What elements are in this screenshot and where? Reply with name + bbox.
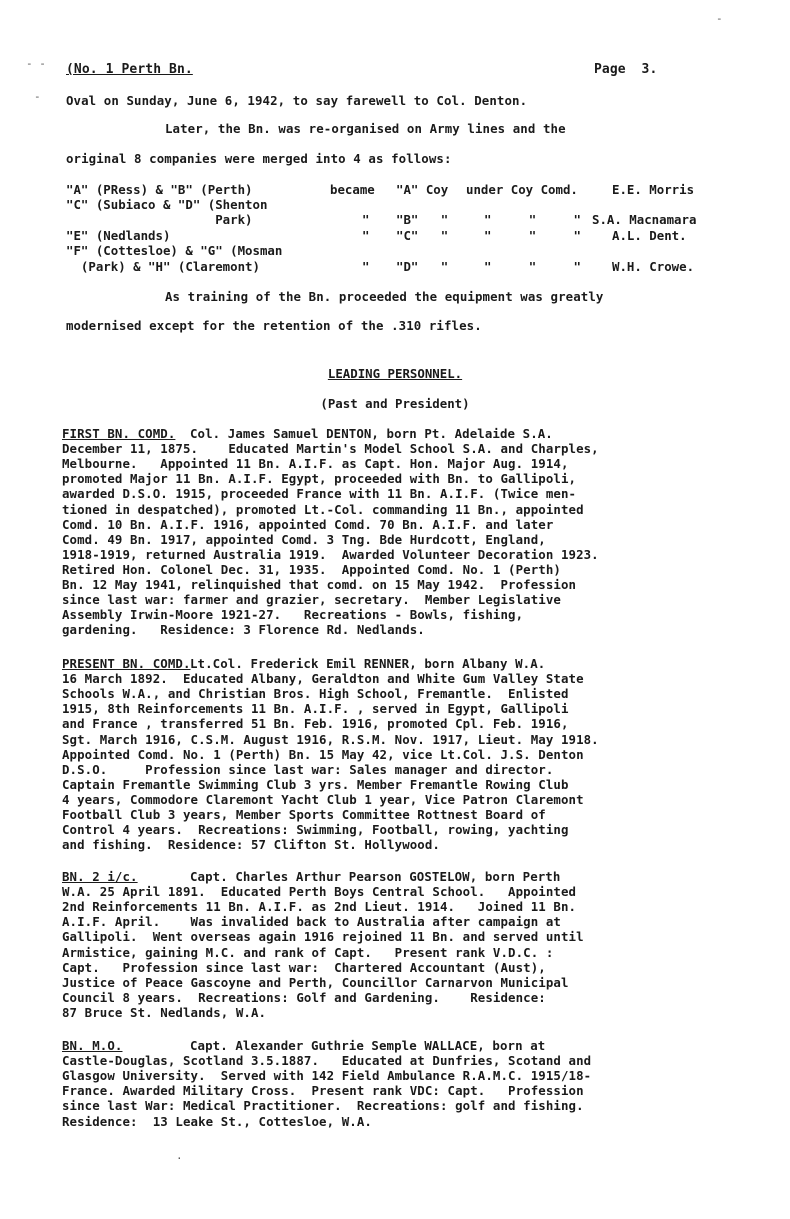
section-heading: PRESENT BN. COMD. bbox=[62, 656, 191, 671]
section-line: A.I.F. April. Was invalided back to Australia after campaign at bbox=[62, 914, 561, 930]
company-row-4-text: "F" (Cottesloe) & "G" (Mosman bbox=[66, 243, 283, 258]
section-line: France. Awarded Military Cross. Present rank VDC: Capt. Profession bbox=[62, 1083, 584, 1099]
training-line-1: As training of the Bn. proceeded the equipment was greatly bbox=[165, 289, 604, 304]
section-line: Capt. Alexander Guthrie Semple WALLACE, born at bbox=[190, 1038, 546, 1053]
section-line: Bn. 12 May 1941, relinquished that comd. on 15 May 1942. Profession bbox=[62, 577, 577, 592]
section-line: 1915, 8th Reinforcements 11 Bn. A.I.F. , served in Egypt, Gallipoli bbox=[62, 701, 569, 717]
section-line: Gallipoli. Went overseas again 1916 rejoined 11 Bn. and served until bbox=[62, 929, 584, 945]
section-line: Col. James Samuel DENTON, born Pt. Adelaide S.A. bbox=[190, 426, 553, 441]
section-line: Council 8 years. Recreations: Golf and Gardening. Residence: bbox=[62, 989, 546, 1005]
section-line: gardening. Residence: 3 Florence Rd. Nedlands. bbox=[62, 622, 425, 638]
intro-line-1: Oval on Sunday, June 6, 1942, to say farewell to Col. Denton. bbox=[66, 93, 528, 108]
section-line: Capt. Charles Arthur Pearson GOSTELOW, born Perth bbox=[190, 869, 561, 884]
company-row-1-under: under Coy Comd. bbox=[466, 182, 578, 197]
section-line: 4 years, Commodore Claremont Yacht Club 1 year, Vice Patron Claremont bbox=[62, 791, 584, 807]
section-line: since last war: farmer and grazier, secretary. Member Legislative bbox=[62, 592, 561, 608]
section-line: awarded D.S.O. 1915, proceeded France with 11 Bn. A.I.F. (Twice men- bbox=[62, 486, 577, 502]
section-line: and fishing. Residence: 57 Clifton St. Hollywood. bbox=[62, 837, 440, 853]
scan-speck: - - bbox=[26, 57, 46, 70]
intro-line-2: Later, the Bn. was re-organised on Army lines and the bbox=[165, 121, 566, 136]
section-line: Justice of Peace Gascoyne and Perth, Councillor Carnarvon Municipal bbox=[62, 974, 569, 990]
section-line: Football Club 3 years, Member Sports Committee Rottnest Board of bbox=[62, 807, 546, 822]
section-line: Appointed Comd. No. 1 (Perth) Bn. 15 May 42, vice Lt.Col. J.S. Denton bbox=[62, 746, 584, 762]
section-line: Glasgow University. Served with 142 Field Ambulance R.A.M.C. 1915/18- bbox=[62, 1068, 592, 1084]
leading-personnel-subtitle: (Past and President) bbox=[320, 396, 470, 411]
section-line: tioned in despatched), promoted Lt.-Col. commanding 11 Bn., appointed bbox=[62, 501, 584, 517]
section-line: Assembly Irwin-Moore 1921-27. Recreations - Bowls, fishing, bbox=[62, 607, 524, 623]
company-row-4-became: " bbox=[362, 259, 370, 274]
company-row-3-coy: "C" " bbox=[396, 228, 449, 243]
section-line: Captain Fremantle Swimming Club 3 yrs. Member Fremantle Rowing Club bbox=[62, 776, 569, 792]
section-heading: FIRST BN. COMD. bbox=[62, 426, 176, 441]
company-row-4-text-cont: (Park) & "H" (Claremont) bbox=[66, 259, 260, 274]
company-row-1-became: became bbox=[330, 182, 375, 197]
intro-line-3: original 8 companies were merged into 4 as follows: bbox=[66, 151, 452, 166]
section-line: Capt. Profession since last war: Chartered Accountant (Aust), bbox=[62, 959, 546, 975]
company-row-3-commander: A.L. Dent. bbox=[612, 228, 687, 243]
section-line: D.S.O. Profession since last war: Sales manager and director. bbox=[62, 761, 554, 777]
section-heading: BN. 2 i/c. bbox=[62, 869, 138, 884]
header-title: (No. 1 Perth Bn. bbox=[66, 62, 193, 77]
training-line-2: modernised except for the retention of the .310 rifles. bbox=[66, 318, 482, 333]
company-row-2-coy: "B" " bbox=[396, 212, 449, 227]
section-line: W.A. 25 April 1891. Educated Perth Boys Central School. Appointed bbox=[62, 884, 577, 900]
company-row-2-text-cont: Park) bbox=[66, 212, 253, 227]
section-line: Armistice, gaining M.C. and rank of Capt. Present rank V.D.C. : bbox=[62, 944, 554, 960]
section-line: Retired Hon. Colonel Dec. 31, 1935. Appointed Comd. No. 1 (Perth) bbox=[62, 561, 561, 577]
section-line: Schools W.A., and Christian Bros. High School, Fremantle. Enlisted bbox=[62, 686, 569, 702]
company-row-3-under: " " " bbox=[484, 228, 581, 243]
company-row-3-text: "E" (Nedlands) bbox=[66, 228, 171, 243]
page-number: Page 3. bbox=[594, 62, 658, 77]
company-row-4-commander: W.H. Crowe. bbox=[612, 259, 695, 274]
section-line: Castle-Douglas, Scotland 3.5.1887. Educated at Dunfries, Scotand and bbox=[62, 1053, 592, 1069]
section-line: 1918-1919, returned Australia 1919. Awarded Volunteer Decoration 1923. bbox=[62, 546, 599, 562]
section-line: Sgt. March 1916, C.S.M. August 1916, R.S.M. Nov. 1917, Lieut. May 1918. bbox=[62, 731, 599, 747]
scan-speck: - bbox=[34, 90, 41, 103]
section-line: 2nd Reinforcements 11 Bn. A.I.F. as 2nd Lieut. 1914. Joined 11 Bn. bbox=[62, 899, 577, 915]
company-row-2-commander: S.A. Macnamara bbox=[592, 212, 697, 227]
section-heading: BN. M.O. bbox=[62, 1038, 123, 1053]
section-line: December 11, 1875. Educated Martin's Model School S.A. and Charples, bbox=[62, 441, 599, 457]
company-row-2-text: "C" (Subiaco & "D" (Shenton bbox=[66, 197, 268, 212]
section-line: Comd. 10 Bn. A.I.F. 1916, appointed Comd. 70 Bn. A.I.F. and later bbox=[62, 516, 554, 532]
company-row-1-text: "A" (PRess) & "B" (Perth) bbox=[66, 182, 253, 197]
section-line: and France , transferred 51 Bn. Feb. 1916, promoted Cpl. Feb. 1916, bbox=[62, 716, 569, 732]
company-row-1-commander: E.E. Morris bbox=[612, 182, 695, 197]
company-row-4-coy: "D" " bbox=[396, 259, 449, 274]
section-line: Residence: 13 Leake St., Cottesloe, W.A. bbox=[62, 1113, 372, 1129]
section-line: Melbourne. Appointed 11 Bn. A.I.F. as Capt. Hon. Major Aug. 1914, bbox=[62, 456, 569, 472]
company-row-2-became: " bbox=[362, 212, 370, 227]
section-line: 87 Bruce St. Nedlands, W.A. bbox=[62, 1004, 267, 1020]
section-line: Control 4 years. Recreations: Swimming, Football, rowing, yachting bbox=[62, 822, 569, 838]
company-row-2-under: " " " bbox=[484, 212, 581, 227]
section-line: Lt.Col. Frederick Emil RENNER, born Albany W.A. bbox=[190, 656, 546, 671]
leading-personnel-title: LEADING PERSONNEL. bbox=[327, 366, 463, 381]
section-line: promoted Major 11 Bn. A.I.F. Egypt, proceeded with Bn. to Gallipoli, bbox=[62, 471, 577, 487]
section-line: since last War: Medical Practitioner. Recreations: golf and fishing. bbox=[62, 1098, 584, 1114]
scan-speck: - bbox=[716, 12, 723, 25]
company-row-4-under: " " " bbox=[484, 259, 581, 274]
company-row-1-coy: "A" Coy bbox=[396, 182, 449, 197]
scan-speck: · bbox=[176, 1152, 183, 1165]
section-line: 16 March 1892. Educated Albany, Geraldton and White Gum Valley State bbox=[62, 671, 584, 687]
company-row-3-became: " bbox=[362, 228, 370, 243]
section-line: Comd. 49 Bn. 1917, appointed Comd. 3 Tng. Bde Hurdcott, England, bbox=[62, 531, 546, 547]
